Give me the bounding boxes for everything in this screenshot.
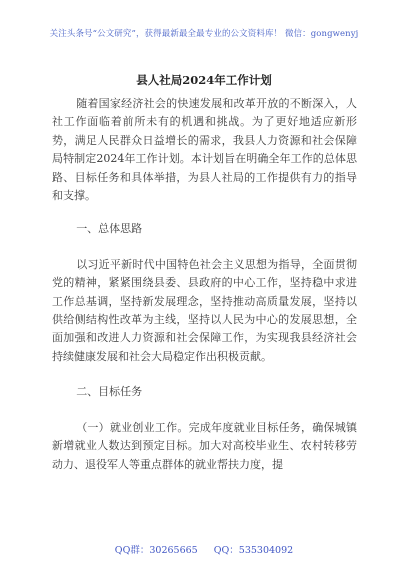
employment-item-paragraph: （一）就业创业工作。完成年度就业目标任务，确保城镇新增就业人数达到预定目标。加大对高校毕业生、农村转移劳动力、退役军人等重点群体的就业帮扶力度，提: [52, 420, 357, 471]
section-heading-overall-approach: 一、总体思路: [76, 222, 143, 236]
qq-group-label: QQ群：30265665: [114, 545, 198, 556]
footer-contact: [0, 542, 408, 556]
document-title: 县人社局2024年工作计划: [136, 73, 272, 87]
header-ad-banner: 关注头条号“公文研究”，获得最新最全最专业的公文资料库！ 微信：gongwenyj: [49, 29, 359, 39]
document-body: [52, 95, 357, 474]
section-heading-goals-tasks: 二、目标任务: [76, 385, 143, 399]
qq-number-label: QQ：535304092: [213, 545, 294, 556]
intro-paragraph: 随着国家经济社会的快速发展和改革开放的不断深入，人社工作面临着前所未有的机遇和挑战。为了更好地适应新形势，满足人民群众日益增长的需求，我县人力资源和社会保障局特制定2024年工作计划。本计划旨在明确全年工作的总体思路、目标任务和具体举措，为县人社局的工作提供有力的指导和支撑。: [52, 97, 357, 203]
overall-approach-paragraph: 以习近平新时代中国特色社会主义思想为指导，全面贯彻党的精神，紧紧围绕县委、县政府的中心工作，坚持稳中求进工作总基调，坚持新发展理念，坚持推动高质量发展，坚持以供给侧结构性改革为主线，坚持以人民为中心的发展思想，全面加强和改进人力资源和社会保障工作，为实现我县经济社会持续健康发展和社会大局稳定作出积极贡献。: [52, 257, 357, 363]
